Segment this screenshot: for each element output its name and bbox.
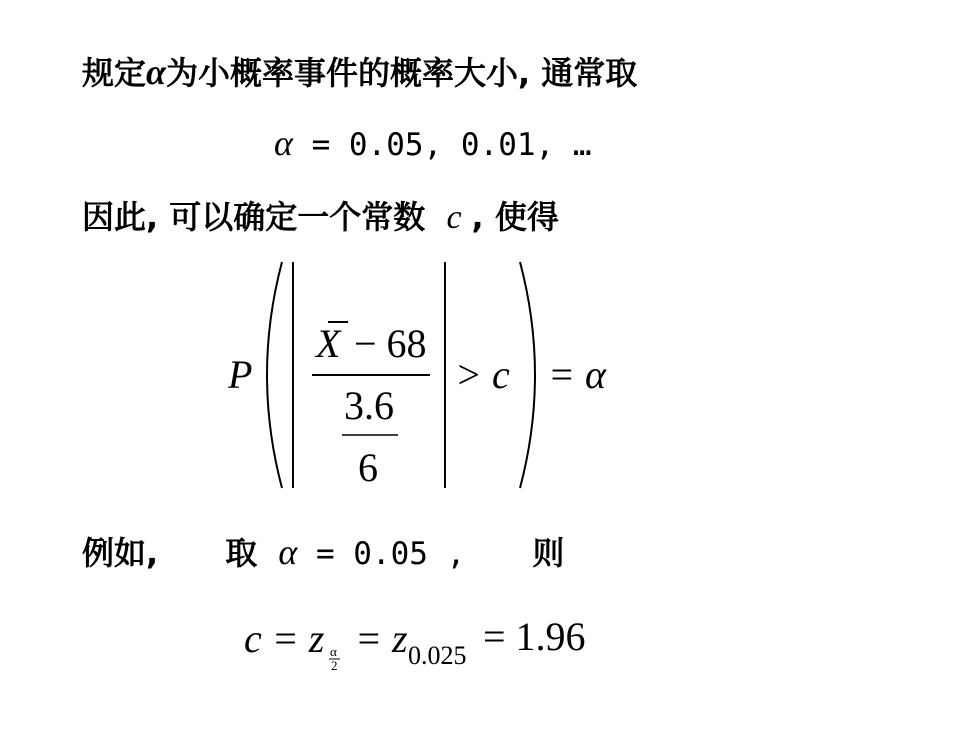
line1-suffix: 为小概率事件的概率大小, 通常取 bbox=[165, 54, 638, 92]
equals-alpha: = α bbox=[548, 352, 606, 397]
formula-P: P bbox=[228, 352, 253, 397]
line3-prefix: 因此, 可以确定一个常数 bbox=[82, 198, 426, 236]
xbar: X bbox=[316, 321, 341, 366]
take-label: 取 bbox=[225, 534, 258, 572]
greater-than-c: > c bbox=[455, 352, 510, 397]
then-label: 则 bbox=[532, 534, 565, 572]
eq-z: = z bbox=[355, 616, 408, 661]
alpha-symbol: α bbox=[274, 123, 293, 163]
alpha-symbol: α bbox=[278, 532, 298, 572]
example-prefix: 例如, bbox=[82, 534, 159, 572]
minus-68: − 68 bbox=[354, 321, 427, 366]
inner-denominator: 6 bbox=[358, 445, 378, 490]
constant-c: c bbox=[446, 199, 462, 236]
line1-prefix: 规定 bbox=[82, 54, 147, 92]
c-eq-z: c = z bbox=[244, 616, 325, 661]
subscript-0025: 0.025 bbox=[408, 641, 467, 670]
subscript-alpha: α bbox=[330, 644, 337, 659]
result-value: = 1.96 bbox=[483, 614, 586, 659]
alpha-value: = 0.05 , bbox=[297, 536, 466, 572]
subscript-2: 2 bbox=[331, 658, 338, 673]
line3-suffix: , 使得 bbox=[471, 198, 559, 236]
alpha-symbol: α bbox=[146, 52, 166, 92]
inner-numerator: 3.6 bbox=[344, 383, 394, 428]
alpha-values: = 0.05, 0.01, … bbox=[292, 127, 592, 163]
